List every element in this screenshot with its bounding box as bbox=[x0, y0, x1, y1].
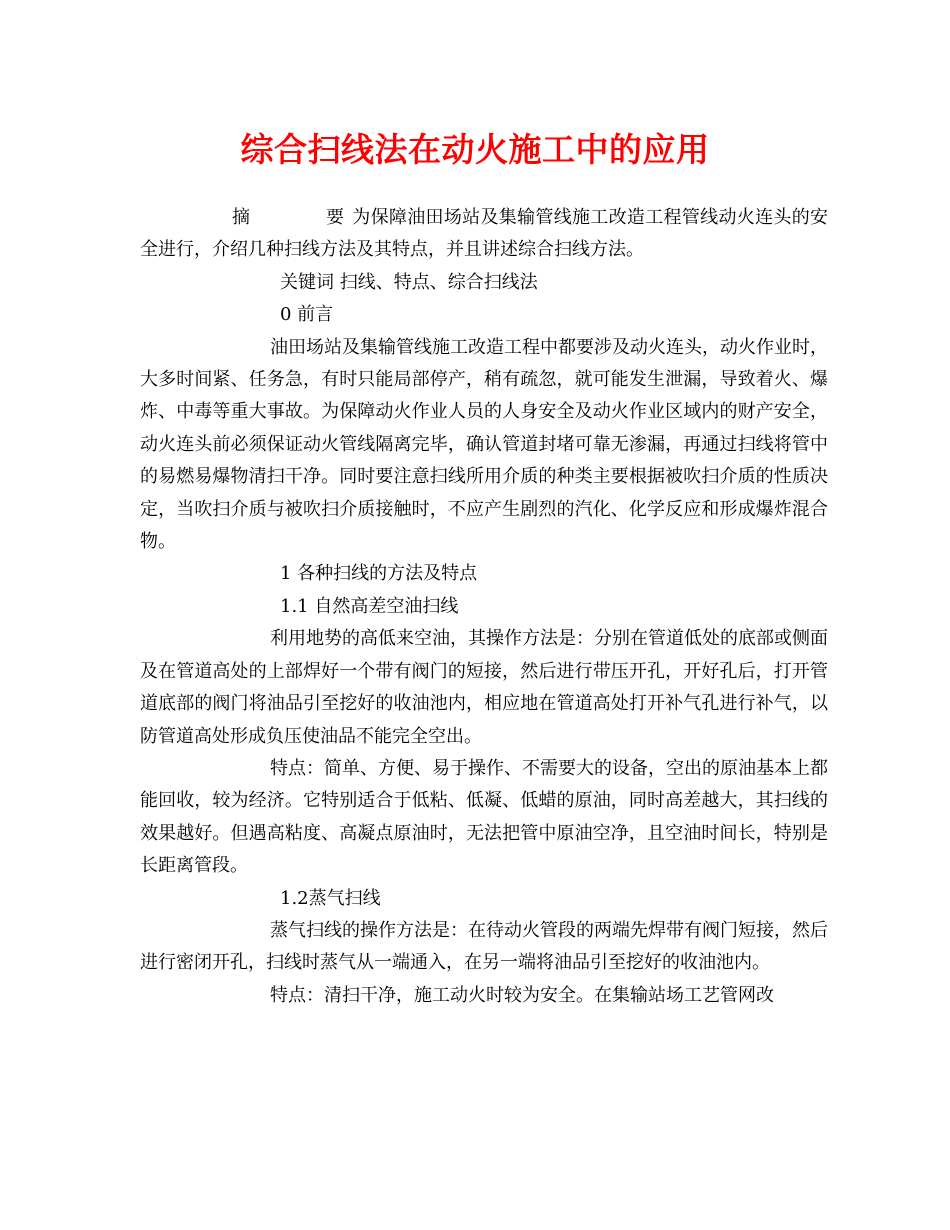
document-body bbox=[140, 202, 828, 1012]
abstract-label-part2: 要 bbox=[326, 207, 344, 228]
paragraph-steam-features: 特点：清扫干净，施工动火时较为安全。在集输站场工艺管网改 bbox=[270, 984, 774, 1006]
subsection-heading-gravity: 1.1 自然高差空油扫线 bbox=[280, 595, 459, 617]
keywords-line: 关键词 扫线、特点、综合扫线法 bbox=[280, 271, 538, 293]
section-heading-preface: 0 前言 bbox=[280, 304, 334, 326]
abstract-text: 为保障油田场站及集输管线施工改造工程管线动火连头的安全进行，介绍几种扫线方法及其特点，并且讲述综合扫线方法。 bbox=[140, 207, 828, 261]
abstract-paragraph bbox=[140, 202, 828, 267]
section-heading-methods: 1 各种扫线的方法及特点 bbox=[280, 563, 478, 585]
subsection-heading-steam: 1.2蒸气扫线 bbox=[280, 887, 381, 909]
paragraph-preface: 油田场站及集输管线施工改造工程中都要涉及动火连头，动火作业时，大多时间紧、任务急，有时只能局部停产，稍有疏忽，就可能发生泄漏，导致着火、爆炸、中毒等重大事故。为保障动火作业人员的人身安全及动火作业区域内的财产安全，动火连头前必须保证动火管线隔离完毕，确认管道封堵可靠无渗漏，再通过扫线将管中的易燃易爆物清扫干净。同时要注意扫线所用介质的种类主要根据被吹扫介质的性质决定，当吹扫介质与被吹扫介质接触时，不应产生剧烈的汽化、化学反应和形成爆炸混合物。 bbox=[140, 336, 828, 553]
document-title: 综合扫线法在动火施工中的应用 bbox=[240, 130, 710, 169]
paragraph-gravity-method: 利用地势的高低来空油，其操作方法是：分别在管道低处的底部或侧面及在管道高处的上部焊好一个带有阀门的短接，然后进行带压开孔，开好孔后，打开管道底部的阀门将油品引至挖好的收油池内，相应地在管道高处打开补气孔进行补气，以防管道高处形成负压使油品不能完全空出。 bbox=[140, 628, 828, 747]
abstract-label-part1: 摘 bbox=[232, 207, 250, 228]
paragraph-steam-method: 蒸气扫线的操作方法是：在待动火管段的两端先焊带有阀门短接，然后进行密闭开孔，扫线时蒸气从一端通入，在另一端将油品引至挖好的收油池内。 bbox=[140, 919, 828, 974]
paragraph-gravity-features: 特点：简单、方便、易于操作、不需要大的设备，空出的原油基本上都能回收，较为经济。它特别适合于低粘、低凝、低蜡的原油，同时高差越大，其扫线的效果越好。但遇高粘度、高凝点原油时，无法把管中原油空净，且空油时间长，特别是长距离管段。 bbox=[140, 757, 828, 877]
